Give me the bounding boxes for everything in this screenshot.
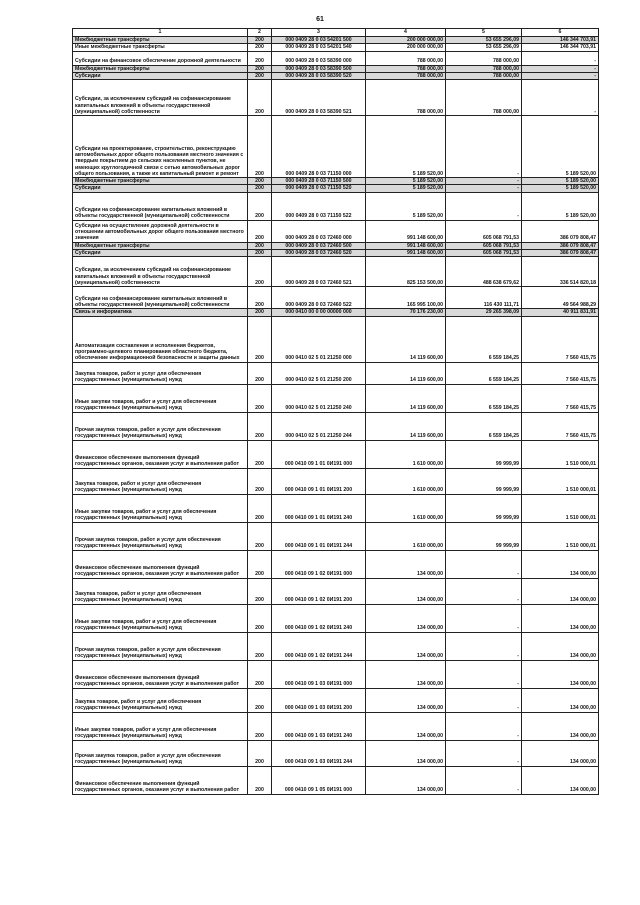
row-unexecuted-cell: 386 079 808,47: [522, 250, 599, 257]
row-admin-code-cell: 200: [248, 712, 272, 740]
table-row: [73, 192, 599, 220]
row-executed-cell: 116 430 111,71: [446, 287, 522, 309]
row-executed-cell: -: [446, 604, 522, 632]
row-budget-code-cell: 000 0410 09 1 03 0И191 200: [272, 688, 366, 712]
row-executed-cell: -: [446, 185, 522, 192]
row-name-cell: Прочая закупка товаров, работ и услуг для обеспечения государственных (муниципальных) нужд: [73, 412, 248, 440]
row-admin-code-cell: 200: [248, 309, 272, 316]
column-header-1: 1: [73, 29, 248, 37]
row-approved-cell: 165 995 100,00: [366, 287, 446, 309]
row-approved-cell: 14 119 600,00: [366, 412, 446, 440]
row-unexecuted-cell: 134 000,00: [522, 766, 599, 794]
row-admin-code-cell: 200: [248, 660, 272, 688]
row-approved-cell: 1 610 000,00: [366, 440, 446, 468]
table-row: [73, 250, 599, 257]
row-unexecuted-cell: 386 079 808,47: [522, 220, 599, 242]
row-admin-code-cell: 200: [248, 412, 272, 440]
table-row: [73, 604, 599, 632]
row-unexecuted-cell: 7 560 415,75: [522, 384, 599, 412]
row-unexecuted-cell: 386 079 808,47: [522, 242, 599, 249]
row-name-cell: Финансовое обеспечение выполнения функций государственных органов, оказания услуг и выполнения работ: [73, 766, 248, 794]
row-budget-code-cell: 000 0409 28 0 03 72460 500: [272, 242, 366, 249]
row-name-cell: Субсидии на софинансирование капитальных вложений в объекты государственной (муниципальной) собственности: [73, 287, 248, 309]
row-approved-cell: 991 148 600,00: [366, 220, 446, 242]
row-executed-cell: -: [446, 578, 522, 604]
row-budget-code-cell: 000 0410 02 5 01 21250 244: [272, 412, 366, 440]
row-executed-cell: 99 999,99: [446, 440, 522, 468]
row-approved-cell: 1 610 000,00: [366, 468, 446, 494]
table-row: [73, 412, 599, 440]
row-name-cell: Субсидии: [73, 185, 248, 192]
row-executed-cell: 488 638 679,62: [446, 257, 522, 287]
row-name-cell: Закупка товаров, работ и услуг для обеспечения государственных (муниципальных) нужд: [73, 578, 248, 604]
row-approved-cell: 788 000,00: [366, 65, 446, 72]
column-header-2: 2: [248, 29, 272, 37]
table-row: [73, 688, 599, 712]
table-row: [73, 316, 599, 362]
row-approved-cell: 70 176 230,00: [366, 309, 446, 316]
row-admin-code-cell: 200: [248, 384, 272, 412]
row-name-cell: Финансовое обеспечение выполнения функций государственных органов, оказания услуг и выполнения работ: [73, 440, 248, 468]
row-admin-code-cell: 200: [248, 688, 272, 712]
row-executed-cell: 6 559 184,25: [446, 384, 522, 412]
budget-execution-table: [72, 28, 599, 795]
row-executed-cell: 788 000,00: [446, 72, 522, 79]
row-approved-cell: 991 148 600,00: [366, 242, 446, 249]
row-executed-cell: -: [446, 712, 522, 740]
table-row: [73, 712, 599, 740]
table-row: [73, 632, 599, 660]
row-budget-code-cell: 000 0410 09 1 02 0И191 200: [272, 578, 366, 604]
row-budget-code-cell: 000 0410 09 1 02 0И191 244: [272, 632, 366, 660]
row-executed-cell: -: [446, 192, 522, 220]
table-row: [73, 44, 599, 51]
table-row: [73, 766, 599, 794]
row-approved-cell: 1 610 000,00: [366, 494, 446, 522]
row-budget-code-cell: 000 0409 28 0 03 58390 000: [272, 51, 366, 65]
row-executed-cell: -: [446, 178, 522, 185]
row-executed-cell: 6 559 184,25: [446, 316, 522, 362]
row-budget-code-cell: 000 0409 28 0 03 58390 500: [272, 65, 366, 72]
row-approved-cell: 134 000,00: [366, 578, 446, 604]
row-admin-code-cell: 200: [248, 440, 272, 468]
row-budget-code-cell: 000 0410 02 5 01 21250 240: [272, 384, 366, 412]
row-name-cell: Иные закупки товаров, работ и услуг для обеспечения государственных (муниципальных) нужд: [73, 604, 248, 632]
row-approved-cell: 200 000 000,00: [366, 37, 446, 44]
row-admin-code-cell: 200: [248, 37, 272, 44]
row-budget-code-cell: 000 0409 28 0 03 54201 540: [272, 44, 366, 51]
column-header-5: 5: [446, 29, 522, 37]
row-approved-cell: 788 000,00: [366, 80, 446, 116]
row-unexecuted-cell: 134 000,00: [522, 550, 599, 578]
row-executed-cell: -: [446, 550, 522, 578]
row-approved-cell: 134 000,00: [366, 550, 446, 578]
row-admin-code-cell: 200: [248, 362, 272, 384]
row-approved-cell: 134 000,00: [366, 604, 446, 632]
row-unexecuted-cell: 1 510 000,01: [522, 440, 599, 468]
row-executed-cell: 99 999,99: [446, 468, 522, 494]
row-budget-code-cell: 000 0409 28 0 03 72460 522: [272, 287, 366, 309]
row-executed-cell: 6 559 184,25: [446, 412, 522, 440]
row-admin-code-cell: 200: [248, 468, 272, 494]
row-admin-code-cell: 200: [248, 740, 272, 766]
row-budget-code-cell: 000 0410 09 1 03 0И191 240: [272, 712, 366, 740]
table-row: [73, 72, 599, 79]
row-unexecuted-cell: 336 514 820,18: [522, 257, 599, 287]
row-executed-cell: 99 999,99: [446, 522, 522, 550]
row-admin-code-cell: 200: [248, 522, 272, 550]
row-name-cell: Межбюджетные трансферты: [73, 37, 248, 44]
row-unexecuted-cell: -: [522, 51, 599, 65]
row-name-cell: Иные закупки товаров, работ и услуг для обеспечения государственных (муниципальных) нужд: [73, 494, 248, 522]
row-unexecuted-cell: 1 510 000,01: [522, 468, 599, 494]
row-name-cell: Субсидии, за исключением субсидий на софинансирование капитальных вложений в объекты государственной (муниципальной) собственности: [73, 80, 248, 116]
row-approved-cell: 1 610 000,00: [366, 522, 446, 550]
row-unexecuted-cell: 146 344 703,91: [522, 44, 599, 51]
row-admin-code-cell: 200: [248, 185, 272, 192]
row-unexecuted-cell: 7 560 415,75: [522, 362, 599, 384]
row-budget-code-cell: 000 0409 28 0 03 71150 500: [272, 178, 366, 185]
row-name-cell: Субсидии на проектирование, строительство, реконструкцию автомобильных дорог общего пользования местного значения с твердым покрытием до сельских населенных пунктов, не имеющих круглогодичной связи с сетью автомобильных дорог общего пользования, а также их капитальный ремонт и ремонт: [73, 116, 248, 178]
row-approved-cell: 5 189 520,00: [366, 116, 446, 178]
row-budget-code-cell: 000 0410 09 1 01 0И191 200: [272, 468, 366, 494]
row-unexecuted-cell: 5 189 520,00: [522, 192, 599, 220]
row-name-cell: Иные закупки товаров, работ и услуг для обеспечения государственных (муниципальных) нужд: [73, 384, 248, 412]
row-approved-cell: 134 000,00: [366, 740, 446, 766]
row-approved-cell: 5 189 520,00: [366, 192, 446, 220]
row-unexecuted-cell: 134 000,00: [522, 632, 599, 660]
row-name-cell: Закупка товаров, работ и услуг для обеспечения государственных (муниципальных) нужд: [73, 468, 248, 494]
row-executed-cell: 788 000,00: [446, 51, 522, 65]
column-header-6: 6: [522, 29, 599, 37]
row-name-cell: Субсидии на финансовое обеспечение дорожной деятельности: [73, 51, 248, 65]
table-row: [73, 65, 599, 72]
row-unexecuted-cell: 1 510 000,01: [522, 494, 599, 522]
row-admin-code-cell: 200: [248, 80, 272, 116]
row-name-cell: Иные межбюджетные трансферты: [73, 44, 248, 51]
row-budget-code-cell: 000 0410 09 1 01 0И191 240: [272, 494, 366, 522]
row-name-cell: Межбюджетные трансферты: [73, 178, 248, 185]
row-unexecuted-cell: 5 189 520,00: [522, 116, 599, 178]
row-admin-code-cell: 200: [248, 494, 272, 522]
row-unexecuted-cell: -: [522, 72, 599, 79]
row-executed-cell: -: [446, 632, 522, 660]
row-executed-cell: -: [446, 740, 522, 766]
table-row: [73, 740, 599, 766]
table-row: [73, 494, 599, 522]
row-approved-cell: 5 189 520,00: [366, 185, 446, 192]
row-budget-code-cell: 000 0410 09 1 01 0И191 244: [272, 522, 366, 550]
row-budget-code-cell: 000 0410 02 5 01 21250 000: [272, 316, 366, 362]
table-row: [73, 220, 599, 242]
row-budget-code-cell: 000 0409 28 0 03 71150 000: [272, 116, 366, 178]
table-row: [73, 185, 599, 192]
row-name-cell: Закупка товаров, работ и услуг для обеспечения государственных (муниципальных) нужд: [73, 362, 248, 384]
row-unexecuted-cell: 134 000,00: [522, 688, 599, 712]
row-name-cell: Иные закупки товаров, работ и услуг для обеспечения государственных (муниципальных) нужд: [73, 712, 248, 740]
row-executed-cell: 605 068 791,53: [446, 242, 522, 249]
table-row: [73, 578, 599, 604]
row-executed-cell: 788 000,00: [446, 80, 522, 116]
row-name-cell: Субсидии: [73, 72, 248, 79]
row-name-cell: Закупка товаров, работ и услуг для обеспечения государственных (муниципальных) нужд: [73, 688, 248, 712]
row-approved-cell: 134 000,00: [366, 660, 446, 688]
table-row: [73, 51, 599, 65]
row-budget-code-cell: 000 0410 02 5 01 21250 200: [272, 362, 366, 384]
table-row: [73, 362, 599, 384]
row-executed-cell: 53 655 296,09: [446, 37, 522, 44]
row-admin-code-cell: 200: [248, 766, 272, 794]
row-executed-cell: 6 559 184,25: [446, 362, 522, 384]
row-approved-cell: 14 119 600,00: [366, 316, 446, 362]
row-admin-code-cell: 200: [248, 178, 272, 185]
row-executed-cell: 29 265 398,09: [446, 309, 522, 316]
table-row: [73, 550, 599, 578]
row-unexecuted-cell: 134 000,00: [522, 660, 599, 688]
row-budget-code-cell: 000 0410 09 1 02 0И191 240: [272, 604, 366, 632]
row-name-cell: Связь и информатика: [73, 309, 248, 316]
row-approved-cell: 14 119 600,00: [366, 362, 446, 384]
row-admin-code-cell: 200: [248, 242, 272, 249]
row-name-cell: Прочая закупка товаров, работ и услуг для обеспечения государственных (муниципальных) нужд: [73, 740, 248, 766]
row-budget-code-cell: 000 0410 09 1 03 0И191 000: [272, 660, 366, 688]
row-budget-code-cell: 000 0409 28 0 03 58390 520: [272, 72, 366, 79]
row-admin-code-cell: 200: [248, 65, 272, 72]
row-name-cell: Субсидии, за исключением субсидий на софинансирование капитальных вложений в объекты государственной (муниципальной) собственности: [73, 257, 248, 287]
row-executed-cell: 99 999,99: [446, 494, 522, 522]
row-executed-cell: -: [446, 116, 522, 178]
row-unexecuted-cell: -: [522, 65, 599, 72]
row-admin-code-cell: 200: [248, 632, 272, 660]
row-budget-code-cell: 000 0410 09 1 01 0И191 000: [272, 440, 366, 468]
table-row: [73, 440, 599, 468]
page-number: 61: [316, 16, 324, 23]
row-admin-code-cell: 200: [248, 51, 272, 65]
table-row: [73, 468, 599, 494]
row-unexecuted-cell: 7 560 415,75: [522, 316, 599, 362]
row-admin-code-cell: 200: [248, 550, 272, 578]
row-name-cell: Финансовое обеспечение выполнения функций государственных органов, оказания услуг и выполнения работ: [73, 550, 248, 578]
row-budget-code-cell: 000 0409 28 0 03 71150 520: [272, 185, 366, 192]
row-budget-code-cell: 000 0409 28 0 03 72460 521: [272, 257, 366, 287]
table-row: [73, 242, 599, 249]
row-name-cell: Прочая закупка товаров, работ и услуг для обеспечения государственных (муниципальных) нужд: [73, 632, 248, 660]
table-row: [73, 257, 599, 287]
row-approved-cell: 991 148 600,00: [366, 250, 446, 257]
row-name-cell: Межбюджетные трансферты: [73, 242, 248, 249]
table-row: [73, 309, 599, 316]
row-executed-cell: 53 655 296,09: [446, 44, 522, 51]
table-row: [73, 287, 599, 309]
row-admin-code-cell: 200: [248, 72, 272, 79]
row-executed-cell: 788 000,00: [446, 65, 522, 72]
row-approved-cell: 14 119 600,00: [366, 384, 446, 412]
table-row: [73, 37, 599, 44]
row-unexecuted-cell: 134 000,00: [522, 740, 599, 766]
row-unexecuted-cell: 1 510 000,01: [522, 522, 599, 550]
table-row: [73, 116, 599, 178]
row-approved-cell: 825 153 500,00: [366, 257, 446, 287]
row-admin-code-cell: 200: [248, 116, 272, 178]
row-name-cell: Прочая закупка товаров, работ и услуг для обеспечения государственных (муниципальных) нужд: [73, 522, 248, 550]
column-header-3: 3: [272, 29, 366, 37]
row-admin-code-cell: 200: [248, 220, 272, 242]
row-unexecuted-cell: -: [522, 80, 599, 116]
row-unexecuted-cell: 5 189 520,00: [522, 185, 599, 192]
table-row: [73, 80, 599, 116]
table-row: [73, 522, 599, 550]
row-admin-code-cell: 200: [248, 257, 272, 287]
row-name-cell: Автоматизация составления и исполнения бюджетов, программно-целевого планирования областного бюджета, обеспечение информационной безопасности и защиты данных: [73, 316, 248, 362]
table-row: [73, 660, 599, 688]
row-unexecuted-cell: 7 560 415,75: [522, 412, 599, 440]
row-unexecuted-cell: 134 000,00: [522, 712, 599, 740]
row-budget-code-cell: 000 0409 28 0 03 72460 000: [272, 220, 366, 242]
row-budget-code-cell: 000 0410 09 1 05 0И191 000: [272, 766, 366, 794]
row-name-cell: Финансовое обеспечение выполнения функций государственных органов, оказания услуг и выполнения работ: [73, 660, 248, 688]
column-header-4: 4: [366, 29, 446, 37]
row-approved-cell: 788 000,00: [366, 72, 446, 79]
row-executed-cell: -: [446, 766, 522, 794]
row-unexecuted-cell: 40 911 831,91: [522, 309, 599, 316]
table-row: [73, 384, 599, 412]
row-budget-code-cell: 000 0409 28 0 03 72460 520: [272, 250, 366, 257]
row-budget-code-cell: 000 0410 09 1 03 0И191 244: [272, 740, 366, 766]
row-executed-cell: -: [446, 660, 522, 688]
row-name-cell: Межбюджетные трансферты: [73, 65, 248, 72]
row-admin-code-cell: 200: [248, 578, 272, 604]
row-approved-cell: 5 189 520,00: [366, 178, 446, 185]
row-admin-code-cell: 200: [248, 316, 272, 362]
row-admin-code-cell: 200: [248, 287, 272, 309]
row-unexecuted-cell: 134 000,00: [522, 604, 599, 632]
row-name-cell: Субсидии на осуществление дорожной деятельности в отношении автомобильных дорог общего пользования местного значения: [73, 220, 248, 242]
column-number-header-row: [73, 29, 599, 37]
row-executed-cell: -: [446, 688, 522, 712]
row-budget-code-cell: 000 0410 09 1 02 0И191 000: [272, 550, 366, 578]
table-body: [73, 37, 599, 795]
row-unexecuted-cell: 5 189 520,00: [522, 178, 599, 185]
row-budget-code-cell: 000 0410 00 0 00 00000 000: [272, 309, 366, 316]
row-executed-cell: 605 068 791,53: [446, 220, 522, 242]
row-approved-cell: 134 000,00: [366, 712, 446, 740]
row-executed-cell: 605 068 791,53: [446, 250, 522, 257]
row-unexecuted-cell: 134 000,00: [522, 578, 599, 604]
row-budget-code-cell: 000 0409 28 0 03 58390 521: [272, 80, 366, 116]
row-admin-code-cell: 200: [248, 604, 272, 632]
row-admin-code-cell: 200: [248, 44, 272, 51]
table-row: [73, 178, 599, 185]
row-admin-code-cell: 200: [248, 250, 272, 257]
row-approved-cell: 200 000 000,00: [366, 44, 446, 51]
row-budget-code-cell: 000 0409 28 0 03 71150 522: [272, 192, 366, 220]
row-name-cell: Субсидии на софинансирование капитальных вложений в объекты государственной (муниципальной) собственности: [73, 192, 248, 220]
row-unexecuted-cell: 49 564 988,29: [522, 287, 599, 309]
row-approved-cell: 788 000,00: [366, 51, 446, 65]
row-admin-code-cell: 200: [248, 192, 272, 220]
row-approved-cell: 134 000,00: [366, 688, 446, 712]
row-approved-cell: 134 000,00: [366, 632, 446, 660]
row-unexecuted-cell: 146 344 703,91: [522, 37, 599, 44]
row-budget-code-cell: 000 0409 28 0 03 54201 500: [272, 37, 366, 44]
row-name-cell: Субсидии: [73, 250, 248, 257]
row-approved-cell: 134 000,00: [366, 766, 446, 794]
